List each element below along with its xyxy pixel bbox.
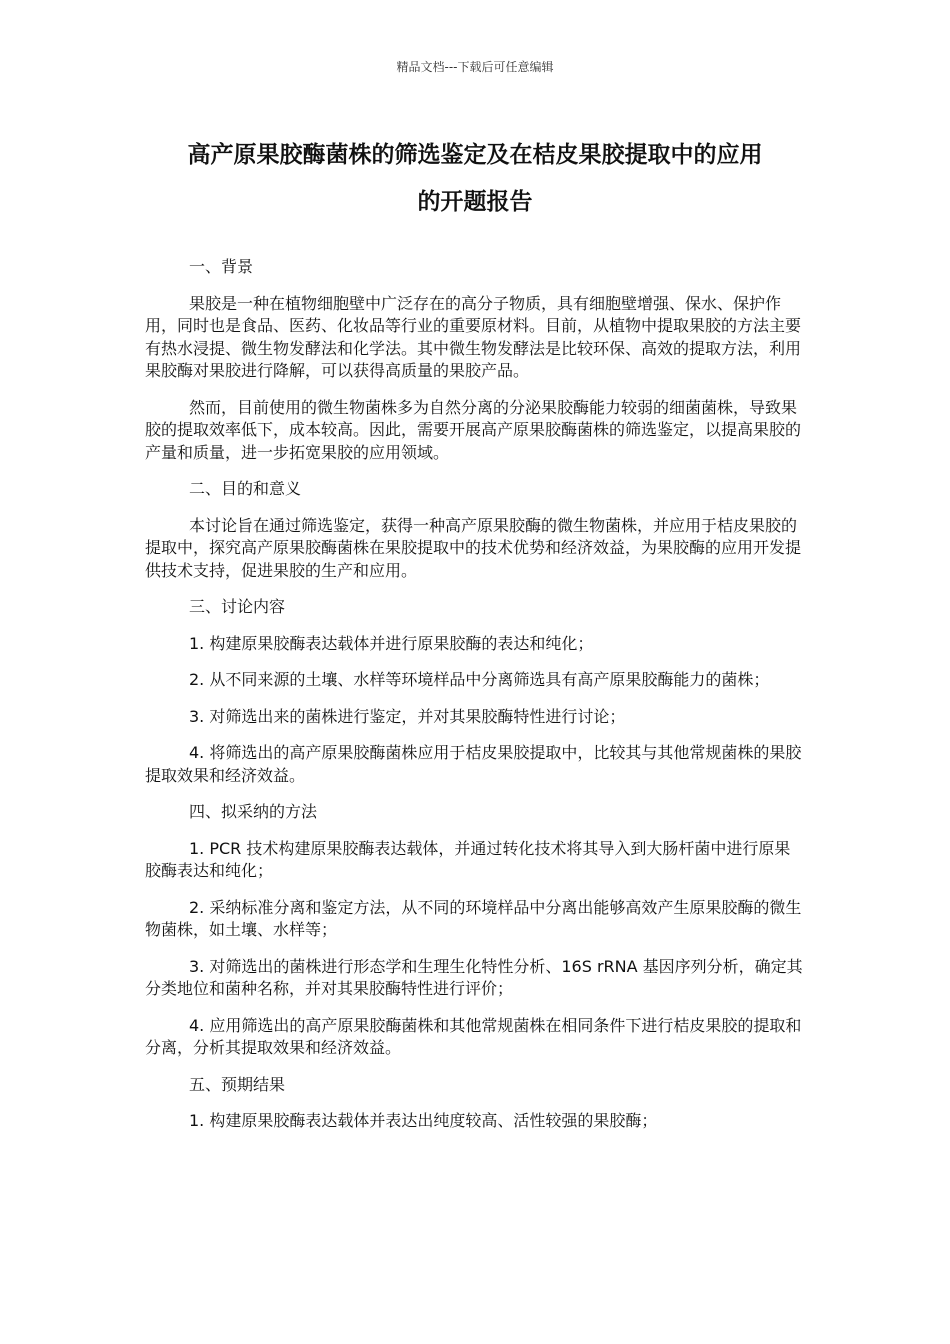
list-item: 3. 对筛选出来的菌株进行鉴定，并对其果胶酶特性进行讨论； [189,706,626,726]
section-heading-purpose: 二、目的和意义 [189,479,302,498]
paragraph: 果胶是一种在植物细胞壁中广泛存在的高分子物质，具有细胞壁增强、保水、保护作用，同时也是食品、医药、化妆品等行业的重要原材料。目前，从植物中提取果胶的方法主要有热水浸提、微生物发酵法和化学法。其中微生物发酵法是比较环保、高效的提取方法，利用果胶酶对果胶进行降解，可以获得高质量的果胶产品。 [145,293,802,380]
section-heading-content: 三、讨论内容 [189,597,286,616]
list-item: 4. 应用筛选出的高产原果胶酶菌株和其他常规菌株在相同条件下进行桔皮果胶的提取和分离，分析其提取效果和经济效益。 [145,1015,802,1057]
document-title [140,132,810,226]
section-heading-methods: 四、拟采纳的方法 [189,802,318,821]
section-heading-expected: 五、预期结果 [189,1074,286,1094]
list-item: 1. 构建原果胶酶表达载体并表达出纯度较高、活性较强的果胶酶； [189,1111,658,1130]
paragraph: 本讨论旨在通过筛选鉴定，获得一种高产原果胶酶的微生物菌株，并应用于桔皮果胶的提取中，探究高产原果胶酶菌株在果胶提取中的技术优势和经济效益，为果胶酶的应用开发提供技术支持，促进果胶的生产和应用。 [145,515,802,580]
list-item: 2. 采纳标准分离和鉴定方法，从不同的环境样品中分离出能够高效产生原果胶酶的微生物菌株，如土壤、水样等； [145,897,802,939]
header-note: 精品文档---下载后可任意编辑 [396,60,554,74]
list-item: 3. 对筛选出的菌株进行形态学和生理生化特性分析、16S rRNA 基因序列分析，确定其分类地位和菌种名称，并对其果胶酶特性进行评价； [145,956,803,998]
list-item: 2. 从不同来源的土壤、水样等环境样品中分离筛选具有高产原果胶酶能力的菌株； [189,670,770,689]
list-item: 4. 将筛选出的高产原果胶酶菌株应用于桔皮果胶提取中，比较其与其他常规菌株的果胶提取效果和经济效益。 [145,743,802,785]
title-line-2: 的开题报告 [417,189,533,215]
list-item: 1. PCR 技术构建原果胶酶表达载体，并通过转化技术将其导入到大肠杆菌中进行原果胶酶表达和纯化； [145,838,791,880]
list-item: 1. 构建原果胶酶表达载体并进行原果胶酶的表达和纯化； [189,633,594,653]
section-heading-background: 一、背景 [189,257,254,276]
paragraph: 然而，目前使用的微生物菌株多为自然分离的分泌果胶酶能力较弱的细菌菌株，导致果胶的提取效率低下，成本较高。因此，需要开展高产原果胶酶菌株的筛选鉴定，以提高果胶的产量和质量，进一步拓宽果胶的应用领域。 [145,397,802,462]
document-body [145,256,805,1147]
title-line-1: 高产原果胶酶菌株的筛选鉴定及在桔皮果胶提取中的应用 [187,142,763,168]
